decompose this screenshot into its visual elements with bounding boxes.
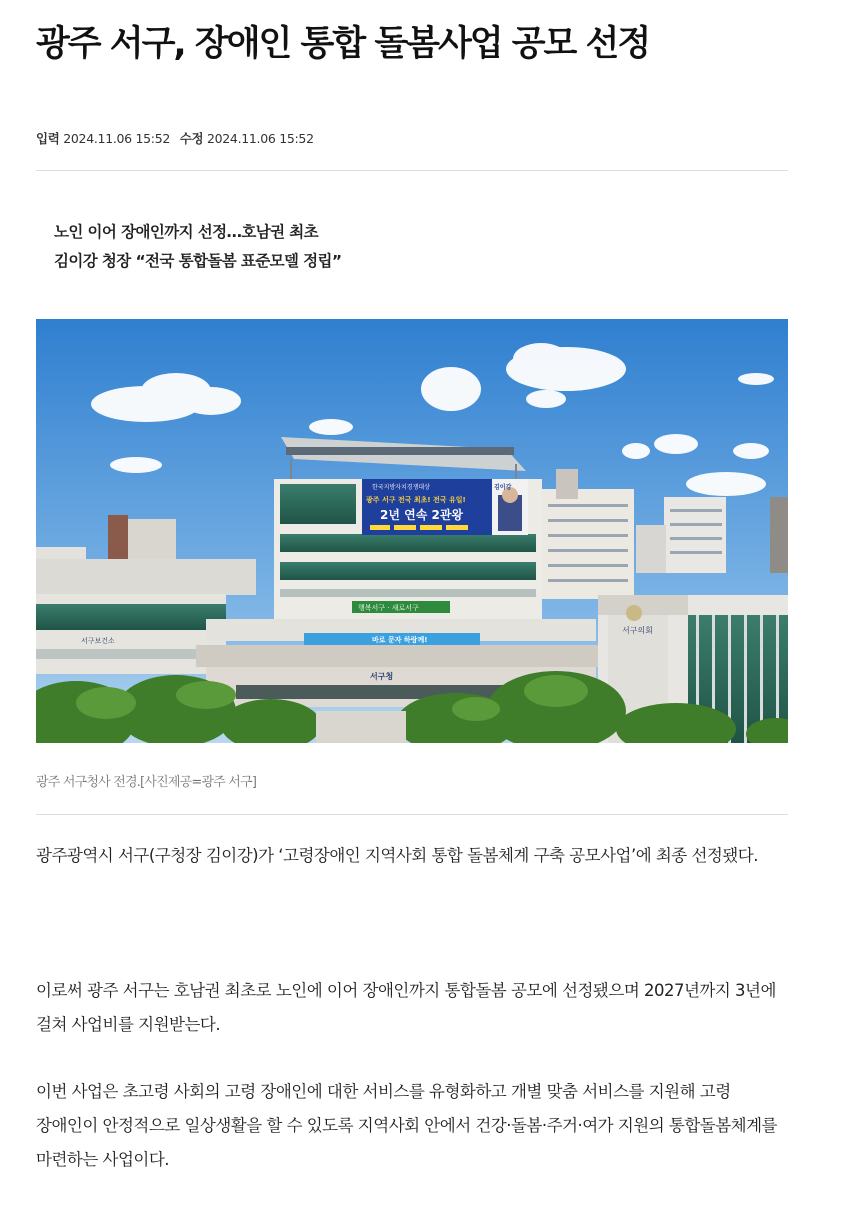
body-paragraph-1: 광주광역시 서구(구청장 김이강)가 ‘고령장애인 지역사회 통합 돌봄체계 구축 공모사업’에 최종 선정됐다. <box>36 846 758 865</box>
article-photo[interactable] <box>36 319 788 743</box>
modified-label: 수정 <box>179 131 204 146</box>
entrance-sign: 서구청 <box>370 672 394 681</box>
green-sign: 행복서구 · 새로서구 <box>358 604 419 612</box>
input-label: 입력 <box>36 131 60 146</box>
right-building-sign: 서구의회 <box>622 626 653 635</box>
article-meta <box>36 129 320 147</box>
headline: 광주 서구, 장애인 통합 돌봄사업 공모 선정 <box>36 24 650 64</box>
banner-person: 김이강 <box>494 484 512 491</box>
divider <box>36 170 788 171</box>
subheading-line-2: 김이강 청장 “전국 통합돌봄 표준모델 정립” <box>54 252 342 270</box>
subheading-line-1: 노인 이어 장애인까지 선정…호남권 최초 <box>54 223 319 241</box>
left-building-sign: 서구보건소 <box>81 637 115 645</box>
body-paragraph-2: 이로써 광주 서구는 호남권 최초로 노인에 이어 장애인까지 통합돌봄 공모에 선정됐으며 2027년까지 3년에 걸쳐 사업비를 지원받는다. <box>36 981 776 1034</box>
city-hall-photo <box>36 319 788 743</box>
body-paragraph-3: 이번 사업은 초고령 사회의 고령 장애인에 대한 서비스를 유형화하고 개별 맞춤 서비스를 지원해 고령 장애인이 안정적으로 일상생활을 할 수 있도록 지역사회 안에서 건강·돌봄·주거·여가 지원의 통합돌봄체계를 마련하는 사업이다. <box>36 1082 777 1169</box>
modified-time: 2024.11.06 15:52 <box>206 131 314 146</box>
input-time: 2024.11.06 15:52 <box>63 131 171 146</box>
banner-line-2: 2년 연속 2관왕 <box>380 508 464 522</box>
banner-line-1: 광주 서구 전국 최초! 전국 유일! <box>366 496 466 504</box>
subheading-block <box>54 218 342 276</box>
photo-caption: 광주 서구청사 전경.[사진제공=광주 서구] <box>36 775 257 790</box>
blue-sign: 바로 문자 하랑께! <box>372 636 428 644</box>
divider <box>36 814 788 815</box>
banner-small-text: 한국지방자치경쟁대상 <box>372 484 430 491</box>
